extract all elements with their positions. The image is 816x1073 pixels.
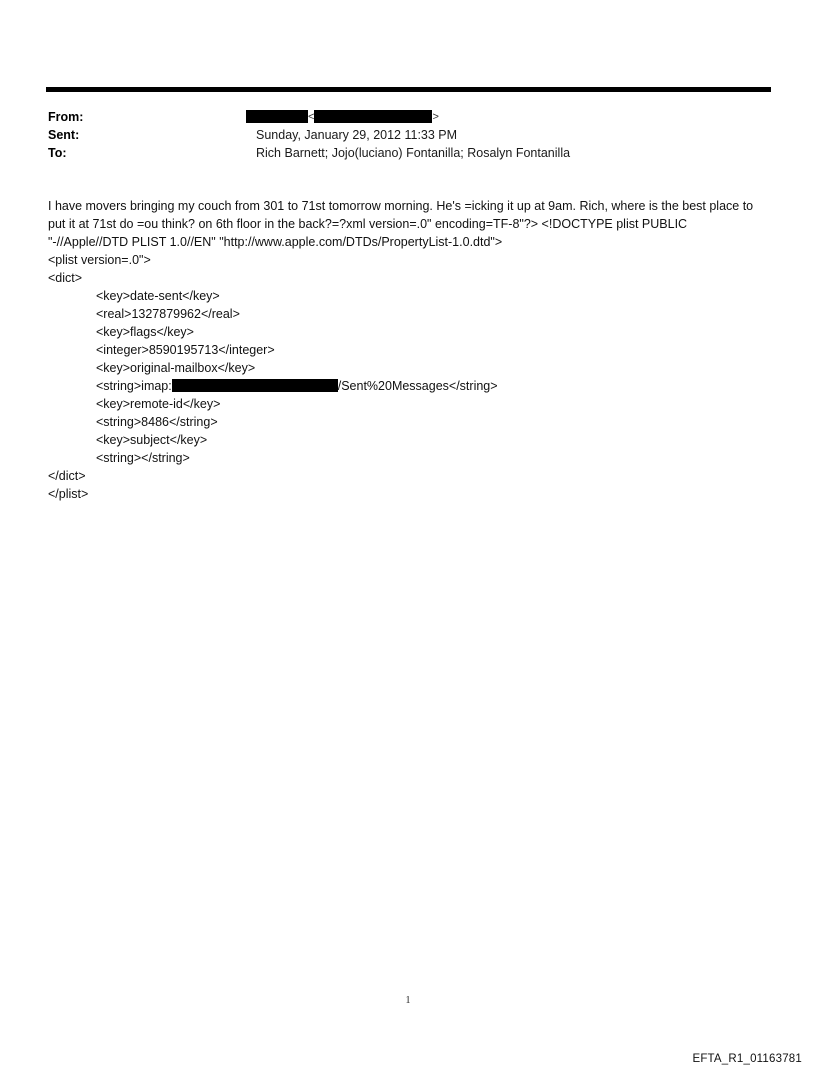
to-row <box>48 144 768 162</box>
imap-prefix: <string>imap: <box>96 379 172 393</box>
redacted-mailbox-path <box>172 379 338 392</box>
from-label: From: <box>48 110 84 124</box>
redacted-sender-email <box>314 110 432 123</box>
redacted-sender-name <box>246 110 308 123</box>
dict-open-line: <dict> <box>48 271 83 285</box>
key-remote-id-line: <key>remote-id</key> <box>96 397 221 411</box>
subject-value-line: <string></string> <box>96 451 190 465</box>
email-header <box>48 108 768 162</box>
header-rule <box>46 87 771 92</box>
remote-id-value-line: <string>8486</string> <box>96 415 218 429</box>
integer-value-line: <integer>8590195713</integer> <box>96 343 275 357</box>
from-close-bracket: > <box>432 111 439 123</box>
string-imap-line <box>48 377 770 395</box>
key-original-mailbox-line: <key>original-mailbox</key> <box>96 361 256 375</box>
real-value-line: <real>1327879962</real> <box>96 307 240 321</box>
plist-close-line: </plist> <box>48 487 89 501</box>
sent-row <box>48 126 768 144</box>
key-date-sent-line: <key>date-sent</key> <box>96 289 220 303</box>
from-row <box>48 108 768 126</box>
bates-number: EFTA_R1_01163781 <box>692 1053 802 1065</box>
email-body <box>48 197 770 503</box>
to-label: To: <box>48 146 67 160</box>
plist-open-line: <plist version=.0"> <box>48 253 151 267</box>
from-value <box>246 108 439 126</box>
to-value: Rich Barnett; Jojo(luciano) Fontanilla; Rosalyn Fontanilla <box>256 146 571 160</box>
body-paragraph: I have movers bringing my couch from 301 to 71st tomorrow morning. He's =icking it up at 9am. Rich, where is the best place to put it at 71st do =ou think? on 6th floor in the back?=?xml version=.0" encoding=TF-8"?> <!DOCTYPE plist PUBLIC "-//Apple//DTD PLIST 1.0//EN" "http://www.apple.com/DTDs/PropertyList-1.0.dtd"> <box>48 199 754 249</box>
key-subject-line: <key>subject</key> <box>96 433 208 447</box>
key-flags-line: <key>flags</key> <box>96 325 194 339</box>
from-open-bracket: < <box>308 111 315 123</box>
sent-value: Sunday, January 29, 2012 11:33 PM <box>256 128 458 142</box>
page-number: 1 <box>405 995 411 1006</box>
imap-suffix: /Sent%20Messages</string> <box>337 379 498 393</box>
sent-label: Sent: <box>48 128 80 142</box>
dict-close-line: </dict> <box>48 469 86 483</box>
